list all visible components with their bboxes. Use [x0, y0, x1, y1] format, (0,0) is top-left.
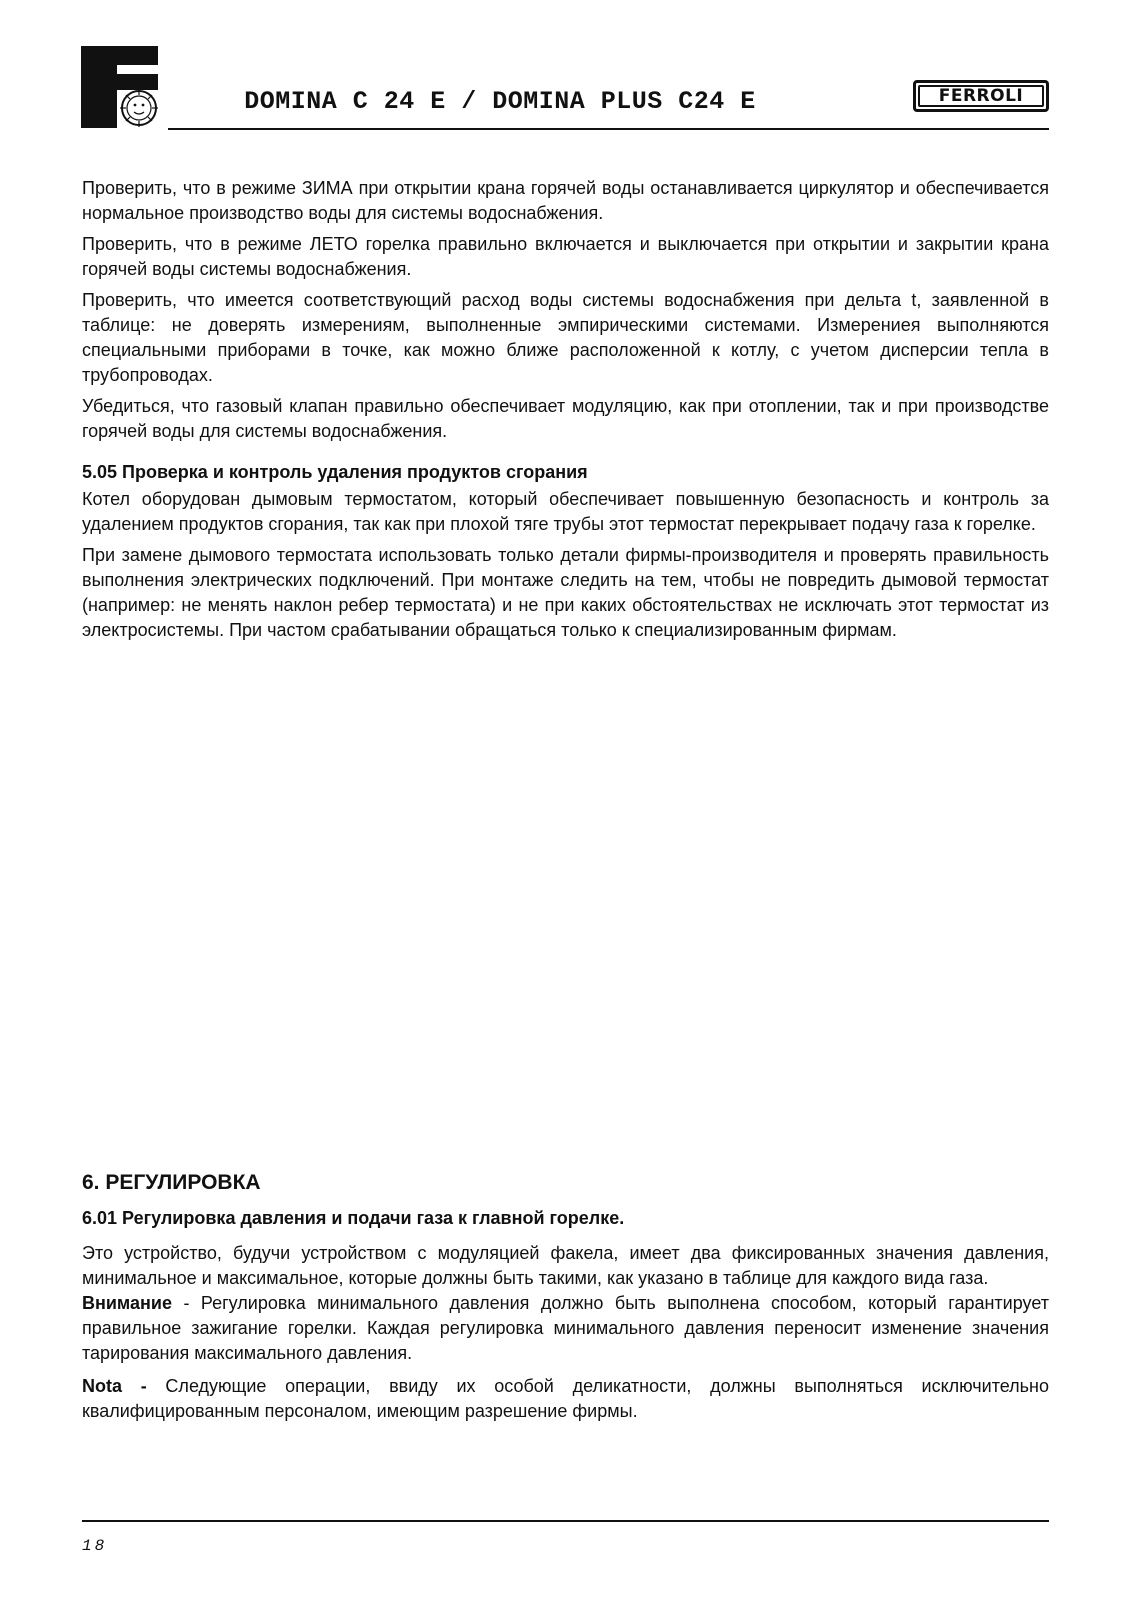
paragraph: Убедиться, что газовый клапан правильно обеспечивает модуляцию, как при отоплении, так и при производстве горячей воды для системы водоснабжения. — [82, 396, 1049, 441]
attention-paragraph — [82, 1291, 1049, 1366]
footer-divider — [82, 1520, 1049, 1522]
paragraph: Проверить, что имеется соответствующий расход воды системы водоснабжения при дельта t, заявленной в таблице: не доверять измерениям, выполненные эмпирическими системами. Измерениея выполняются специальными приборами в точке, как можно ближе расположенной к котлу, с учетом дисперсии тепла в трубопроводах. — [82, 290, 1049, 385]
paragraph: Это устройство, будучи устройством с модуляцией факела, имеет два фиксированных значения давления, минимальное и максимальное, которые должны быть такими, как указано в таблице для каждого вида газа. — [82, 1243, 1049, 1288]
nota-label: Nota - — [82, 1376, 147, 1396]
nota-text: Следующие операции, ввиду их особой деликатности, должны выполняться исключительно квалифицированным персоналом, имеющим разрешение фирмы. — [82, 1376, 1049, 1421]
paragraph: Проверить, что в режиме ЗИМА при открытии крана горячей воды останавливается циркулятор и обеспечивается нормальное производство воды для системы водоснабжения. — [82, 178, 1049, 223]
ferroli-brand-logo — [913, 80, 1049, 112]
page-number: 18 — [82, 1537, 108, 1555]
paragraph: При замене дымового термостата использовать только детали фирмы-производителя и проверять правильность выполнения электрических подключений. При монтаже следить на тем, чтобы не повредить дымовой термостат (например: не менять наклон ребер термостата) и не при каких обстоятельствах не исключать этот термостат из электросистемы. При частом срабатывании обращаться только к специализированным фирмам. — [82, 545, 1049, 640]
section-heading-6: 6. РЕГУЛИРОВКА — [82, 1171, 261, 1194]
main-content — [82, 176, 1049, 649]
paragraph: Котел оборудован дымовым термостатом, который обеспечивает повышенную безопасность и контроль за удалением продуктов сгорания, так как при плохой тяге трубы этот термостат перекрывает подачу газа к горелке. — [82, 489, 1049, 534]
section-6-content — [82, 1170, 1049, 1424]
section-heading-6-01: 6.01 Регулировка давления и подачи газа к главной горелке. — [82, 1208, 625, 1228]
document-title: DOMINA C 24 E / DOMINA PLUS C24 E — [244, 87, 756, 116]
section-heading-5-05: 5.05 Проверка и контроль удаления продуктов сгорания — [82, 462, 588, 482]
ferroli-f-logo-icon — [81, 46, 163, 128]
header-divider — [168, 128, 1049, 130]
paragraph: Проверить, что в режиме ЛЕТО горелка правильно включается и выключается при открытии и закрытии крана горячей воды системы водоснабжения. — [82, 234, 1049, 279]
attention-label: Внимание — [82, 1293, 172, 1313]
brand-logo-text: FERROLI — [918, 85, 1044, 107]
nota-paragraph — [82, 1374, 1049, 1424]
attention-text: - Регулировка минимального давления должно быть выполнена способом, который гарантирует правильное зажигание горелки. Каждая регулировка минимального давления переносит изменение значения тарирования максимального давления. — [82, 1293, 1049, 1363]
